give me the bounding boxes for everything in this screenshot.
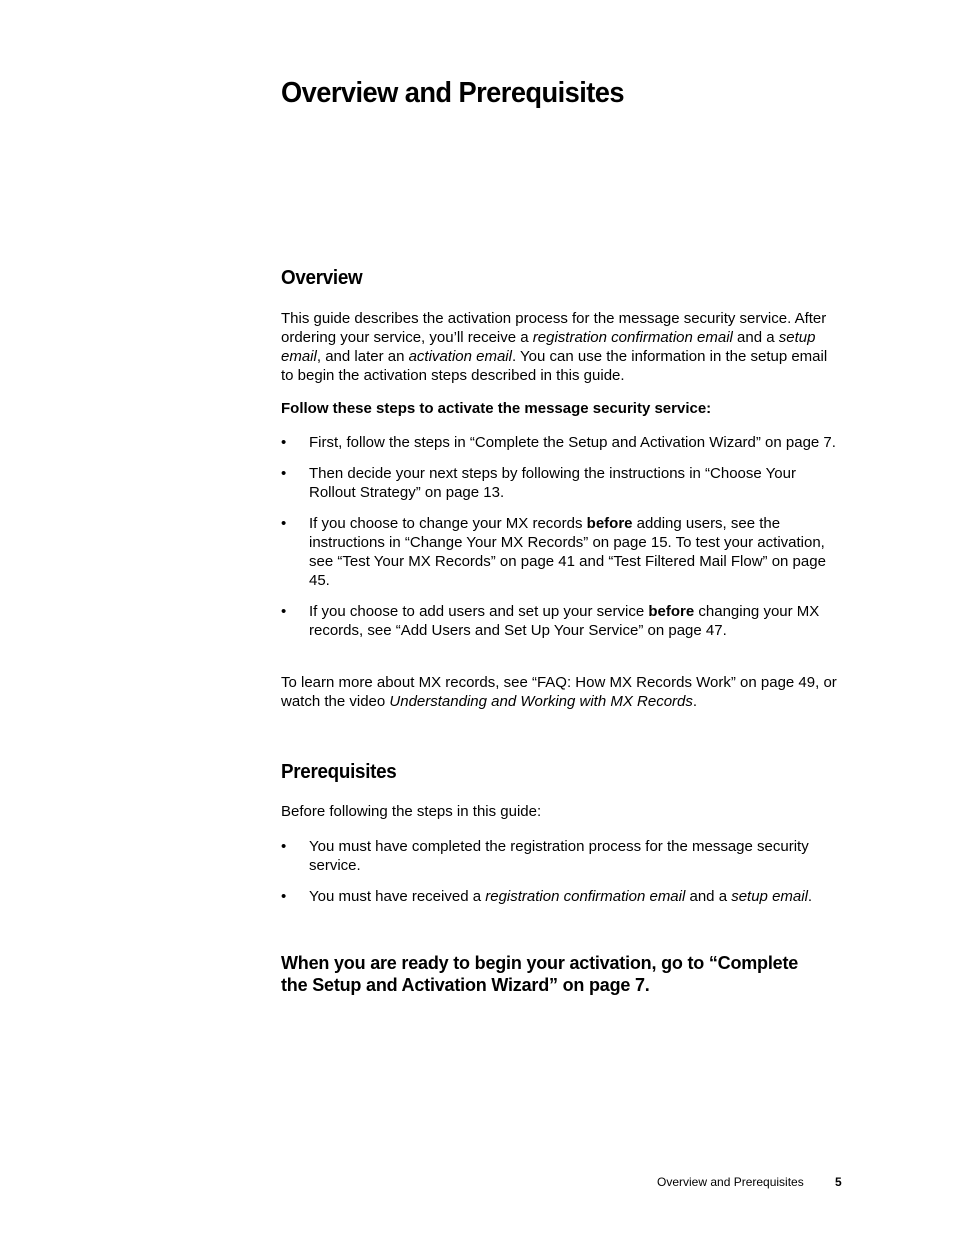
text-run: .	[692, 693, 698, 710]
overview-heading: Overview	[281, 267, 363, 289]
bullet-icon: •	[281, 603, 287, 620]
bullet-icon: •	[281, 434, 287, 451]
list-item	[281, 837, 841, 875]
italic-text: registration confirmation email	[532, 329, 733, 346]
bold-text: before	[586, 515, 633, 532]
italic-text: activation email	[408, 348, 512, 365]
bullet-icon: •	[281, 838, 287, 855]
learn-more-paragraph	[281, 673, 841, 711]
text-run: You must have received a	[309, 888, 486, 905]
bullet-icon: •	[281, 465, 287, 482]
text-run: This guide describes the activation process for the message security service. After ordering your service, you’ll receive a	[281, 310, 827, 346]
steps-lead-block	[281, 399, 841, 418]
prerequisites-heading: Prerequisites	[281, 761, 397, 783]
bullet-icon: •	[281, 888, 287, 905]
text-run: . You can use the information in the setup email to begin the activation steps described in this guide.	[281, 348, 828, 384]
text-run: changing your MX records, see “Add Users and Set Up Your Service” on page 47.	[309, 603, 820, 639]
italic-text: Understanding and Working with MX Records	[389, 693, 693, 710]
steps-list	[281, 433, 841, 640]
text-run: You must have completed the registration process for the message security service.	[309, 838, 809, 874]
list-item	[281, 887, 841, 906]
call-to-action: When you are ready to begin your activation, go to “Complete the Setup and Activation Wizard” on page 7.	[281, 953, 799, 995]
overview-intro-block	[281, 309, 841, 385]
prerequisites-list-block	[281, 837, 841, 918]
overview-intro-paragraph	[281, 309, 841, 385]
steps-lead: Follow these steps to activate the message security service:	[281, 400, 712, 417]
footer-title: Overview and Prerequisites	[657, 1175, 804, 1189]
text-run: First, follow the steps in “Complete the Setup and Activation Wizard” on page 7.	[309, 434, 836, 451]
text-run: , and later an	[316, 348, 409, 365]
prerequisites-section	[281, 759, 841, 785]
text-run: adding users, see the instructions in “Change Your MX Records” on page 15. To test your activation, see “Test Your MX Records” on page 41 and “Test Filtered Mail Flow” on page 45.	[309, 515, 826, 589]
steps-list-block	[281, 433, 841, 652]
text-run: Then decide your next steps by following the instructions in “Choose Your Rollout Strategy” on page 13.	[309, 465, 796, 501]
prerequisites-list	[281, 837, 841, 906]
italic-text: setup email	[731, 888, 808, 905]
text-run: .	[807, 888, 813, 905]
text-run: If you choose to change your MX records	[309, 515, 587, 532]
bullet-icon: •	[281, 515, 287, 532]
list-item	[281, 514, 841, 590]
learn-more-block	[281, 673, 841, 711]
overview-section	[281, 265, 841, 291]
footer-page-number: 5	[835, 1175, 842, 1189]
italic-text: setup email	[281, 329, 816, 365]
italic-text: registration confirmation email	[485, 888, 686, 905]
bold-text: before	[648, 603, 695, 620]
list-item	[281, 602, 841, 640]
text-run: and a	[732, 329, 779, 346]
list-item	[281, 433, 841, 452]
text-run: If you choose to add users and set up your service	[309, 603, 649, 620]
prerequisites-intro: Before following the steps in this guide:	[281, 803, 542, 820]
text-run: To learn more about MX records, see “FAQ: How MX Records Work” on page 49, or watch the video	[281, 674, 837, 710]
prerequisites-intro-block	[281, 802, 841, 821]
call-to-action-block	[281, 952, 826, 996]
page-title: Overview and Prerequisites	[281, 77, 624, 109]
list-item	[281, 464, 841, 502]
text-run: and a	[685, 888, 732, 905]
